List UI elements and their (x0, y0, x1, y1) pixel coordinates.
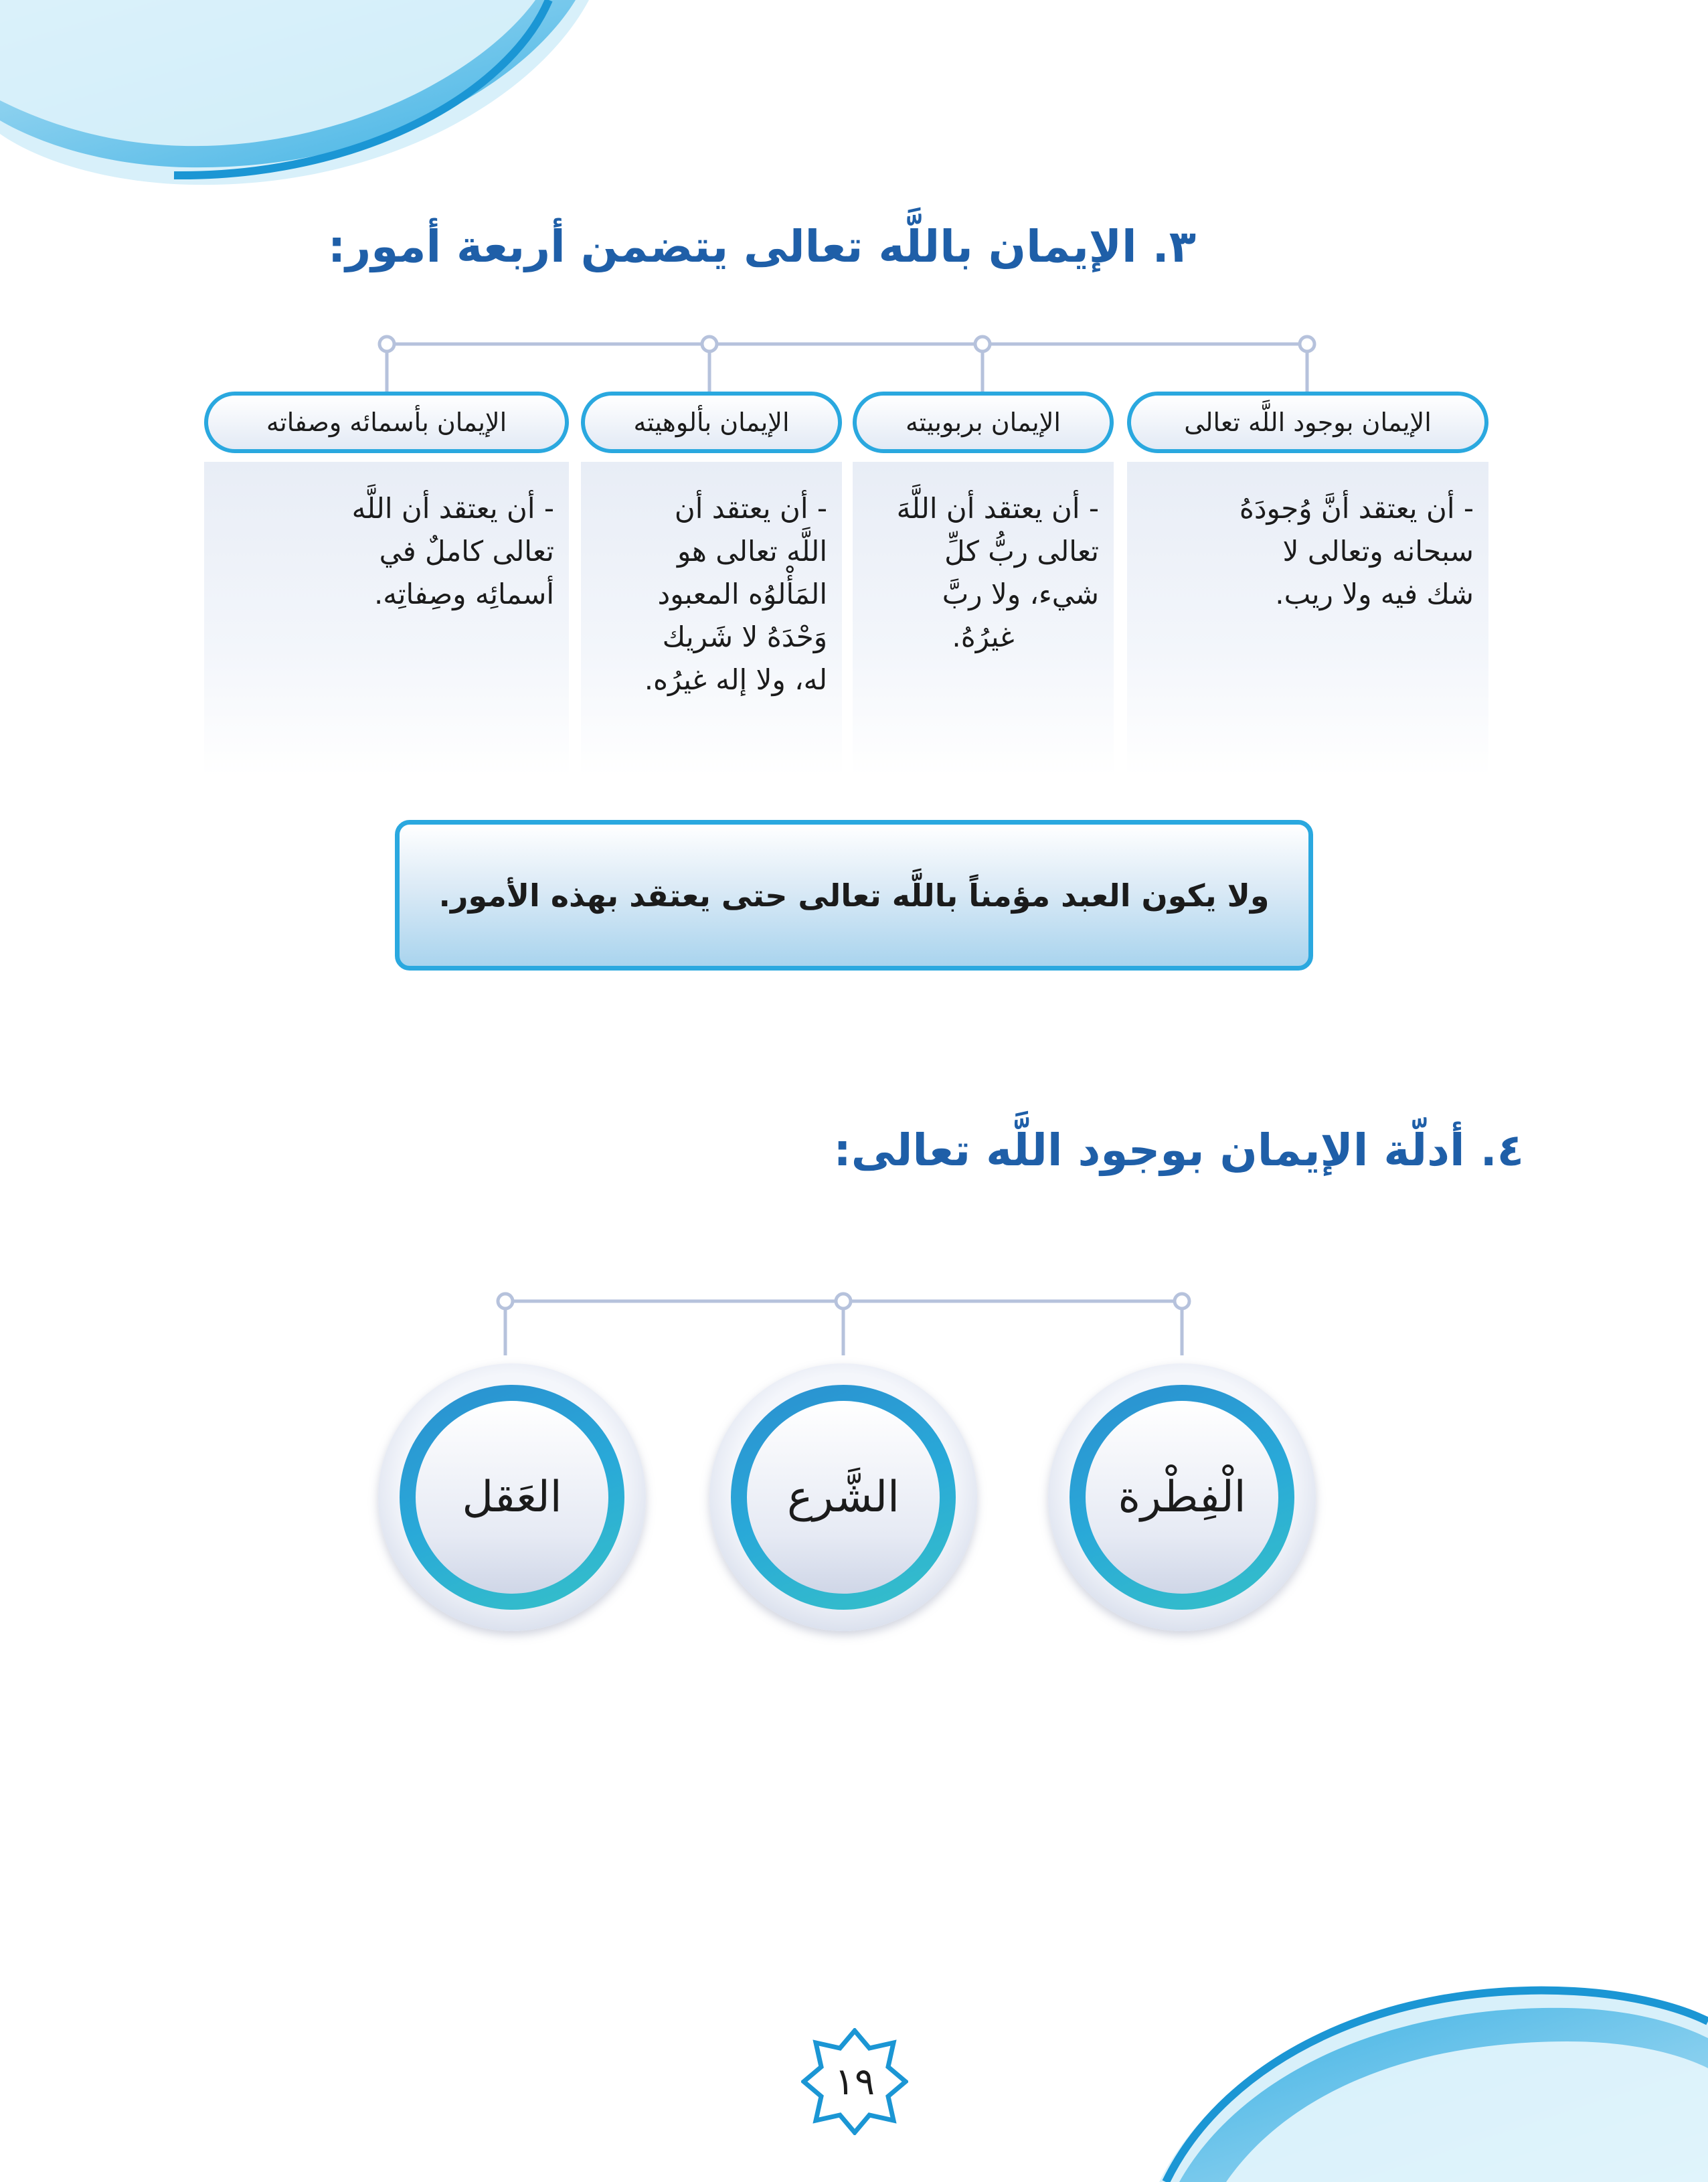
item-divinity-card (581, 462, 842, 776)
card-line: تعالى كاملٌ في (379, 535, 554, 568)
conclusion-banner: ولا يكون العبد مؤمناً باللَّه تعالى حتى يعتقد بهذه الأمور. (395, 820, 1313, 971)
card-line: المَأْلوُه المعبود (657, 578, 827, 610)
item-existence-card (1127, 462, 1488, 776)
circle-ring (731, 1385, 956, 1610)
proof-circle-aql (378, 1363, 646, 1631)
card-line: - أن يعتقد أن (674, 492, 827, 525)
proof-circle-shar (709, 1363, 977, 1631)
card-line: غيرُهُ. (952, 620, 1015, 653)
card-line: - أن يعتقد أن اللَّهَ (896, 492, 1099, 525)
card-line: تعالى ربُّ كلِّ (944, 535, 1099, 568)
proof-circle-fitra (1048, 1363, 1316, 1631)
item-existence-title: الإيمان بوجود اللَّه تعالى (1127, 392, 1488, 453)
card-line: - أن يعتقد أنَّ وُجودَهُ (1239, 492, 1474, 525)
item-names-attributes-title: الإيمان بأسمائه وصفاته (204, 392, 569, 453)
circle-ring (400, 1385, 624, 1610)
card-line: اللَّه تعالى هو (677, 535, 827, 568)
page-number: ١٩ (834, 2060, 875, 2104)
card-line: - أن يعتقد أن اللَّه (351, 492, 554, 525)
proof-label: العَقل (416, 1401, 608, 1594)
item-names-attributes-card (204, 462, 569, 776)
section3-heading: ٣. الإيمان باللَّه تعالى يتضمن أربعة أمور: (327, 221, 1196, 272)
card-line: سبحانه وتعالى لا (1282, 535, 1474, 568)
item-divinity-title: الإيمان بألوهيته (581, 392, 842, 453)
card-line: أسمائِه وصِفاتِه. (373, 578, 554, 610)
card-line: شك فيه ولا ريب. (1275, 578, 1474, 610)
section4-heading: ٤. أدلّة الإيمان بوجود اللَّه تعالى: (833, 1124, 1524, 1176)
item-lordship-card (853, 462, 1114, 776)
page-number-badge (801, 2028, 908, 2135)
item-lordship-title: الإيمان بربوبيته (853, 392, 1114, 453)
top-corner-decoration (0, 0, 602, 201)
proof-label: الْفِطْرة (1086, 1401, 1278, 1594)
bottom-corner-decoration (1139, 1941, 1708, 2182)
card-line: وَحْدَهُ لا شَريك (662, 620, 827, 653)
circle-ring (1070, 1385, 1294, 1610)
card-line: له، ولا إله غيرُه. (644, 663, 827, 696)
card-line: شيء، ولا ربَّ (942, 578, 1099, 610)
proof-label: الشَّرع (747, 1401, 940, 1594)
